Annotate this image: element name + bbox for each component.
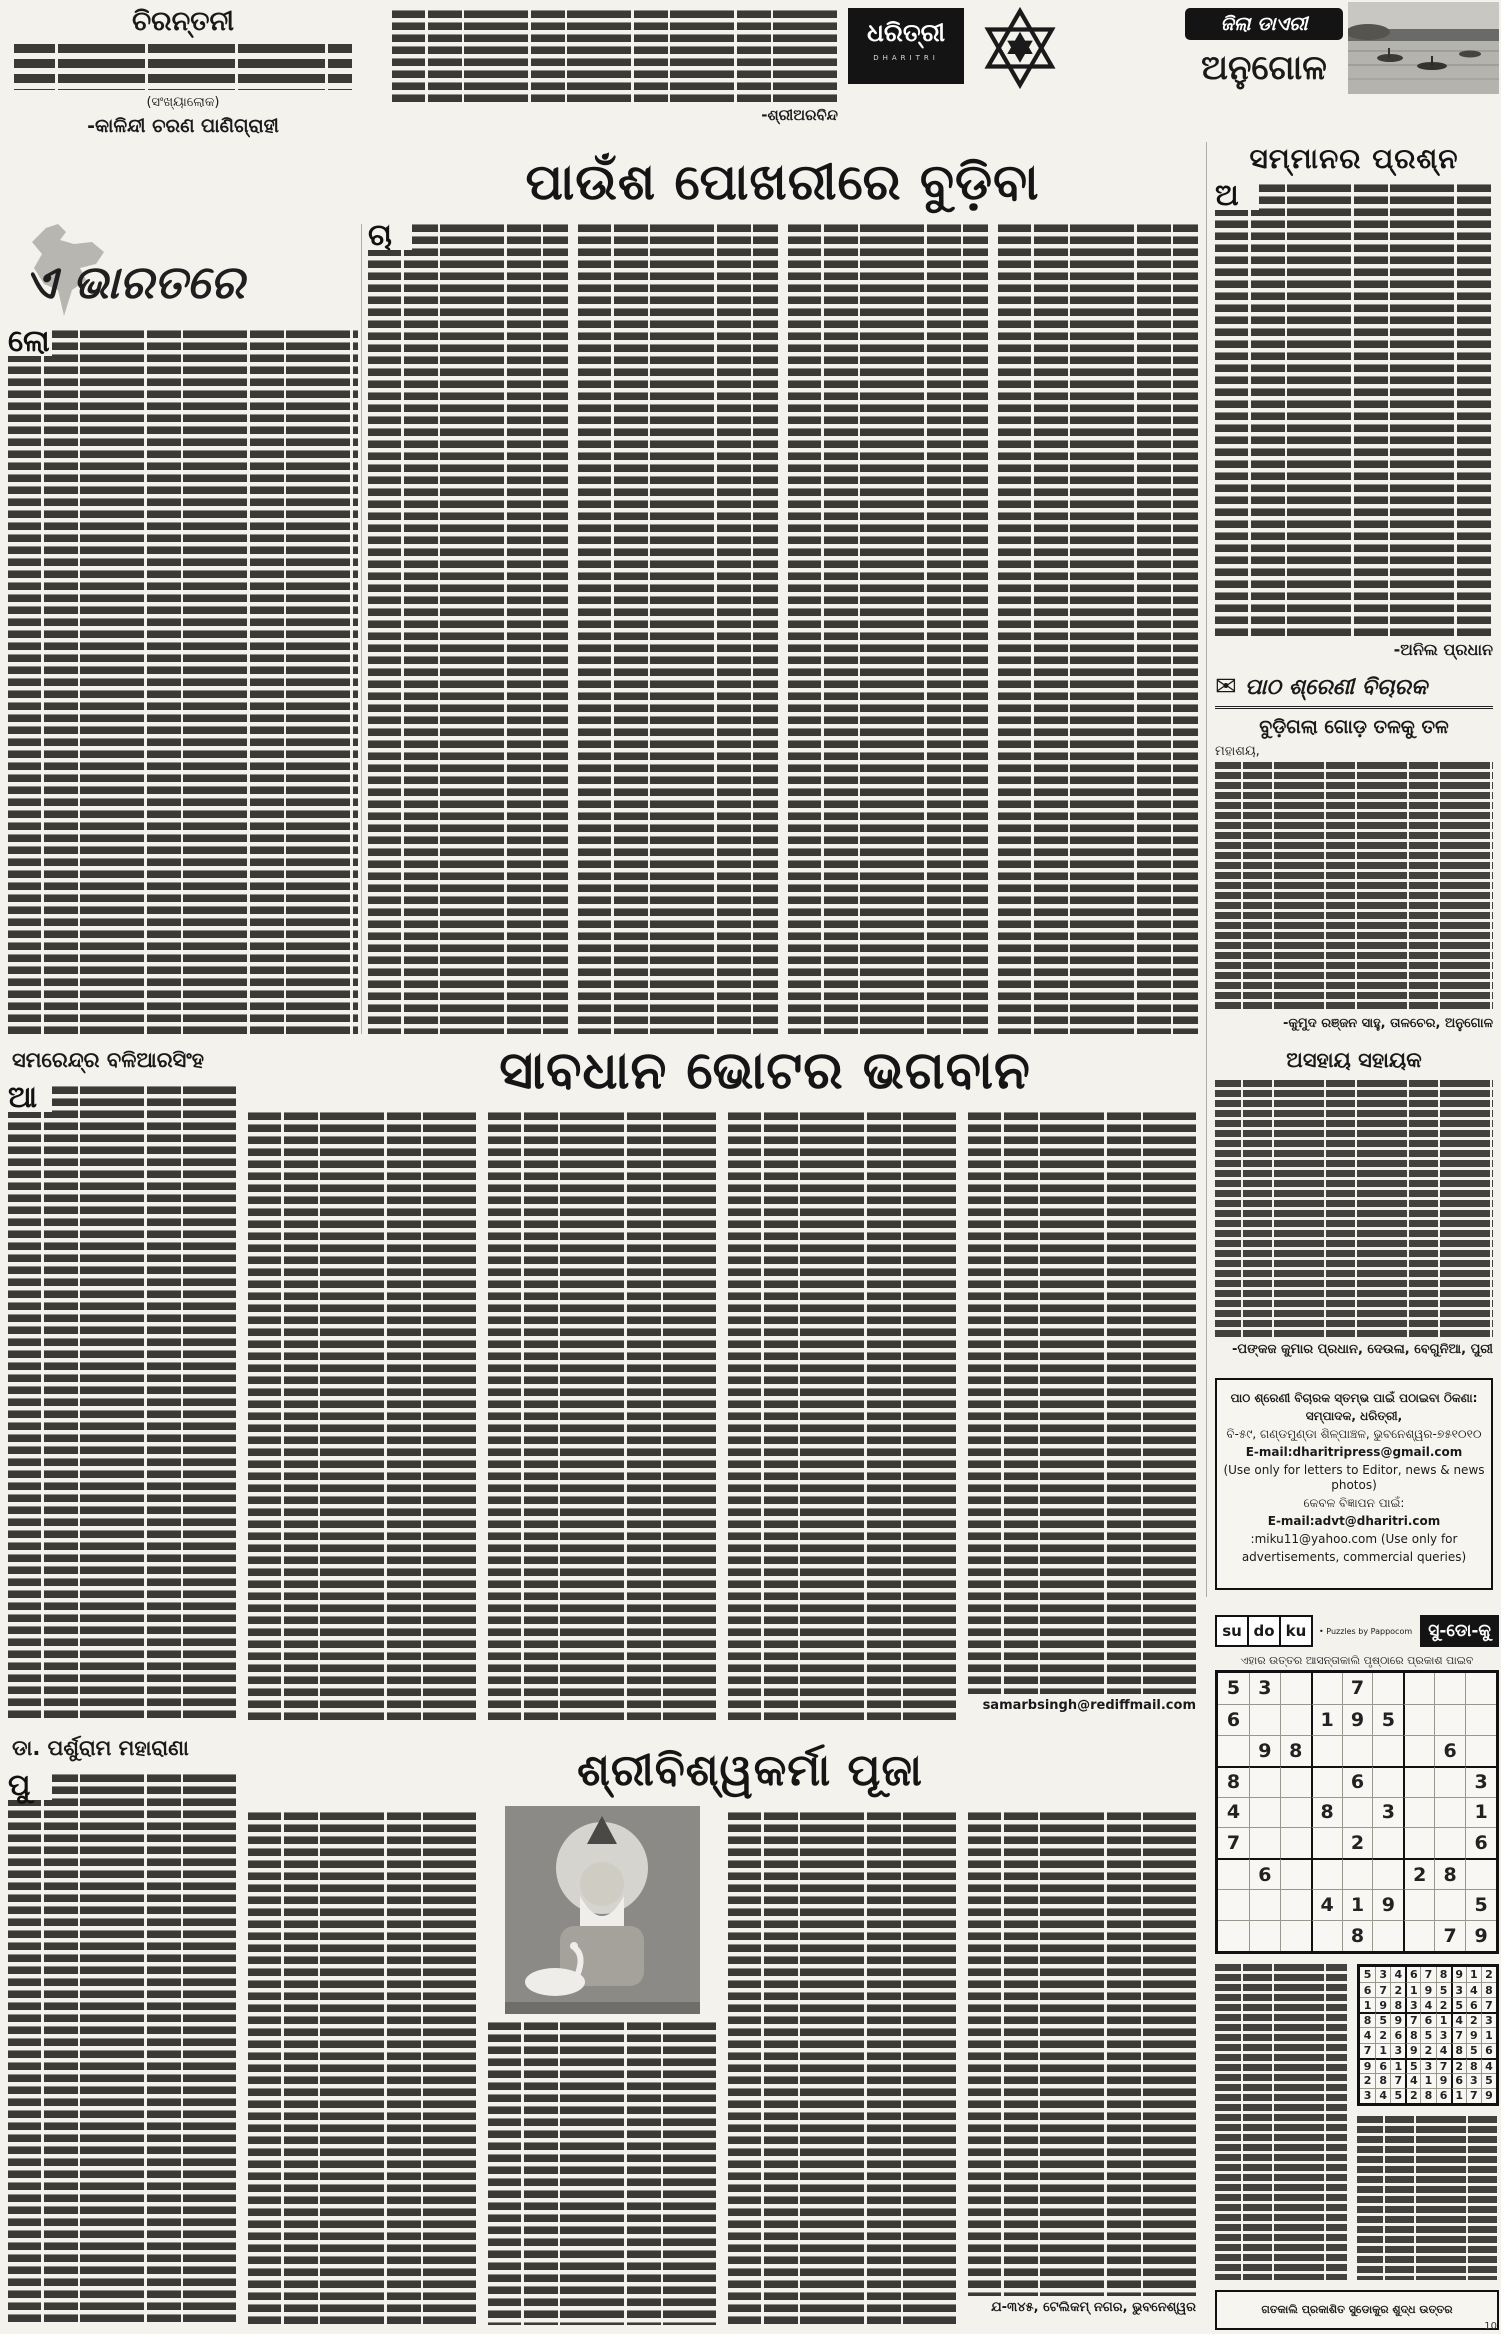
vishwakarma-headline: ଶ୍ରୀବିଶ୍ୱକର୍ମା ପୂଜା xyxy=(577,1745,923,1796)
sudoku-cell xyxy=(1311,1766,1342,1797)
article-body-column xyxy=(968,1112,1196,1694)
sudoku-cell: 3 xyxy=(1420,2058,1435,2073)
chirantani-box xyxy=(8,6,358,156)
sudoku-cell: 9 xyxy=(1465,1920,1496,1951)
letter-body xyxy=(1215,762,1493,1012)
sudoku-cell: 6 xyxy=(1405,1967,1420,1982)
quote-body xyxy=(392,10,838,102)
star-emblem-icon xyxy=(978,6,1062,90)
sudoku-cell: 5 xyxy=(1481,2073,1496,2088)
drop-cap: ପୁ xyxy=(8,1772,52,1800)
article-body-column xyxy=(248,1812,476,2325)
sudoku-cell xyxy=(1249,1827,1280,1858)
sudoku-cell: 3 xyxy=(1436,2027,1451,2042)
article-body-column xyxy=(998,224,1198,1034)
sudoku-cell: 4 xyxy=(1436,2043,1451,2058)
article-body-column xyxy=(368,218,568,1034)
list-item: ku xyxy=(1279,1617,1311,1645)
sudoku-cell xyxy=(1311,1858,1342,1889)
sudoku-cell: 1 xyxy=(1342,1889,1373,1920)
sudoku-cell: 5 xyxy=(1465,1889,1496,1920)
sudoku-cell: 8 xyxy=(1360,2012,1375,2027)
sudoku-cell: 8 xyxy=(1375,2073,1390,2088)
district-diary xyxy=(1185,8,1343,88)
sudoku-cell: 6 xyxy=(1434,1735,1465,1766)
letter-heading: ଅସହାୟ ସହାୟକ xyxy=(1286,1048,1422,1072)
list-item: ସମ୍ପାଦକ, ଧରିତ୍ରୀ, xyxy=(1305,1409,1403,1423)
sudoku-cell: 3 xyxy=(1360,2088,1375,2103)
article-body-column xyxy=(968,1812,1196,2296)
list-item: ପାଠ ଶ୍ରେଣୀ ବିଚାରକ ସ୍ତମ୍ଭ ପାଇଁ ପଠାଇବା ଠିକଣା: xyxy=(1230,1391,1478,1405)
article-body-column xyxy=(8,1080,236,1720)
sudoku-cell: 3 xyxy=(1466,2073,1481,2088)
sudoku-cell: 9 xyxy=(1342,1704,1373,1735)
sudoku-cell: 7 xyxy=(1420,1967,1435,1982)
sudoku-cell: 5 xyxy=(1390,2088,1405,2103)
letters-section-title: ପାଠ ଶ୍ରେଣୀ ବିଚାରକ xyxy=(1244,674,1428,700)
sudoku-cell xyxy=(1403,1797,1434,1828)
sudoku-cell: 2 xyxy=(1403,1858,1434,1889)
list-item: su xyxy=(1222,1622,1242,1640)
sudoku-cell xyxy=(1280,1673,1311,1704)
sudoku-cell: 2 xyxy=(1390,1982,1405,1997)
sudoku-cell xyxy=(1249,1766,1280,1797)
sudoku-cell: 9 xyxy=(1249,1735,1280,1766)
sudoku-cell: 2 xyxy=(1360,2073,1375,2088)
district-name: ଅନୁଗୋଳ xyxy=(1201,48,1327,88)
list-item: do xyxy=(1247,1617,1279,1645)
sudoku-cell: 3 xyxy=(1465,1766,1496,1797)
sudoku-cell: 1 xyxy=(1375,2043,1390,2058)
sudoku-cell: 6 xyxy=(1218,1704,1249,1735)
sudoku-cell: 7 xyxy=(1360,2043,1375,2058)
sudoku-cell: 4 xyxy=(1360,2027,1375,2042)
sudoku-cell xyxy=(1434,1704,1465,1735)
sudoku-cell: 4 xyxy=(1390,1967,1405,1982)
sudoku-cell: 9 xyxy=(1390,2012,1405,2027)
article-body-column xyxy=(488,2022,716,2325)
drop-cap: ଚା xyxy=(368,222,412,250)
sudoku-cell: 8 xyxy=(1436,1967,1451,1982)
letter-salutation: ମହାଶୟ, xyxy=(1215,744,1260,759)
sudoku-cell: 3 xyxy=(1451,1982,1466,1997)
sudoku-cell: 1 xyxy=(1451,2088,1466,2103)
chirantani-source: (ସଂଖ୍ୟାଲୋକ) xyxy=(146,95,220,110)
sudoku-cell: 5 xyxy=(1372,1704,1403,1735)
sudoku-cell: 6 xyxy=(1451,2073,1466,2088)
sudoku-cell: 5 xyxy=(1451,1997,1466,2012)
sudoku-cell: 2 xyxy=(1420,2043,1435,2058)
sudoku-cell: 6 xyxy=(1249,1858,1280,1889)
sudoku-cell: 9 xyxy=(1481,2088,1496,2103)
sudoku-cell xyxy=(1249,1920,1280,1951)
sudoku-cell: 7 xyxy=(1405,2012,1420,2027)
sudoku-cell: 7 xyxy=(1342,1673,1373,1704)
chirantani-author: -କାଳିନ୍ଦୀ ଚରଣ ପାଣିଗ୍ରାହୀ xyxy=(87,115,279,137)
sudoku-credit: • Puzzles by Pappocom xyxy=(1319,1626,1413,1636)
sudoku-cell xyxy=(1372,1766,1403,1797)
drop-cap: ଲୋ xyxy=(8,328,52,356)
sudoku-cell: 2 xyxy=(1375,2027,1390,2042)
sudoku-cell: 3 xyxy=(1390,2043,1405,2058)
sudoku-cell xyxy=(1465,1673,1496,1704)
sudoku-cell: 1 xyxy=(1360,1997,1375,2012)
masthead-quote xyxy=(392,10,838,128)
article-body-column xyxy=(788,224,988,1034)
drop-cap: ଆ xyxy=(8,1084,52,1112)
sudoku-cell: 6 xyxy=(1360,1982,1375,1997)
sudoku-cell xyxy=(1311,1735,1342,1766)
sudoku-cell xyxy=(1311,1673,1342,1704)
sudoku-cell: 1 xyxy=(1311,1704,1342,1735)
sudoku-cell xyxy=(1434,1766,1465,1797)
sudoku-cell: 3 xyxy=(1375,1967,1390,1982)
sudoku-cell xyxy=(1249,1704,1280,1735)
list-item: କେବଳ ବିଜ୍ଞାପନ ପାଇଁ: xyxy=(1303,1496,1405,1510)
sudoku-cell: 5 xyxy=(1405,2058,1420,2073)
sudoku-cell: 6 xyxy=(1466,1997,1481,2012)
sudoku-cell: 1 xyxy=(1405,1982,1420,1997)
sudoku-header xyxy=(1215,1612,1499,1650)
honor-headline: ସମ୍ମାନର ପ୍ରଶ୍ନ xyxy=(1249,142,1459,175)
list-item: ବି-୫୯, ଗଣ୍ଡମୁଣ୍ଡା ଶିଳ୍ପାଞ୍ଚଳ, ଭୁବନେଶ୍ୱର-୭୫୧୦୧୦ xyxy=(1226,1427,1482,1441)
voter-byline: ସମରେନ୍ଦ୍ର ବଳିଆରସିଂହ xyxy=(12,1048,204,1072)
sudoku-cell xyxy=(1372,1827,1403,1858)
vishwakarma-image xyxy=(505,1806,700,2014)
sudoku-cell xyxy=(1280,1827,1311,1858)
sudoku-cell: 5 xyxy=(1436,1982,1451,1997)
sudoku-solution-grid xyxy=(1357,1964,1499,2106)
envelope-icon: ✉ xyxy=(1215,672,1237,702)
list-item: advertisements, commercial queries) xyxy=(1241,1550,1467,1564)
sudoku-cell: 3 xyxy=(1405,1997,1420,2012)
sudoku-cell: 8 xyxy=(1466,2058,1481,2073)
letter-body xyxy=(1215,1080,1493,1338)
sudoku-cell xyxy=(1280,1920,1311,1951)
sudoku-cell: 7 xyxy=(1466,2088,1481,2103)
sudoku-cell: 8 xyxy=(1280,1735,1311,1766)
honor-body xyxy=(1215,178,1493,636)
page-number: 10 xyxy=(1484,2321,1497,2332)
sudoku-cell: 9 xyxy=(1372,1889,1403,1920)
sudoku-cell: 3 xyxy=(1372,1797,1403,1828)
sudoku-cell xyxy=(1218,1889,1249,1920)
letter-heading: ବୁଡ଼ିଗଲା ଗୋଡ଼ ତଳକୁ ତଳ xyxy=(1259,716,1449,738)
sudoku-cell: 2 xyxy=(1405,2088,1420,2103)
article-body-column xyxy=(728,1112,956,1720)
sudoku-cell: 5 xyxy=(1226,1677,1241,1700)
sudoku-cell xyxy=(1218,1735,1249,1766)
sudoku-cell: 8 xyxy=(1342,1920,1373,1951)
column-rule xyxy=(1206,142,1207,1597)
sudoku-cell: 2 xyxy=(1481,1967,1496,1982)
sudoku-cell: 1 xyxy=(1466,1967,1481,1982)
sudoku-cell xyxy=(1218,1920,1249,1951)
main-headline: ପାଉଁଶ ପୋଖରୀରେ ବୁଡ଼ିବା xyxy=(525,153,1040,211)
sudoku-cell xyxy=(1249,1797,1280,1828)
sudoku-title: ସୁ-ଡୋ-କୁ xyxy=(1420,1615,1499,1647)
sudoku-cell xyxy=(1434,1889,1465,1920)
vishwakarma-contact: ଯ-୩୪୫, ଟେଲିକମ୍ ନଗର, ଭୁବନେଶ୍ୱର xyxy=(991,2300,1196,2315)
sudoku-cell xyxy=(1218,1858,1249,1889)
sudoku-cell: 3 xyxy=(1481,2012,1496,2027)
sudoku-cell xyxy=(1372,1858,1403,1889)
sudoku-cell: 4 xyxy=(1481,2058,1496,2073)
bharatare-graphic xyxy=(8,224,358,324)
sudoku-cell: 7 xyxy=(1390,2073,1405,2088)
sudoku-cell: 9 xyxy=(1451,1967,1466,1982)
sudoku-cell: 8 xyxy=(1481,1982,1496,1997)
sudoku-cell: 7 xyxy=(1451,2027,1466,2042)
list-item: E-mail:dharitripress@gmail.com xyxy=(1245,1445,1463,1459)
sudoku-cell xyxy=(1372,1735,1403,1766)
sudoku-cell: 9 xyxy=(1405,2043,1420,2058)
sudoku-cell: 1 xyxy=(1390,2058,1405,2073)
sudoku-cell xyxy=(1403,1704,1434,1735)
sudoku-grid xyxy=(1215,1670,1499,1954)
sudoku-cell: 8 xyxy=(1451,2043,1466,2058)
sudoku-cell: 2 xyxy=(1436,1997,1451,2012)
sudoku-cell: 6 xyxy=(1342,1766,1373,1797)
sudoku-cell: 9 xyxy=(1466,2027,1481,2042)
sudoku-cell xyxy=(1465,1858,1496,1889)
sudoku-cell xyxy=(1280,1766,1311,1797)
sudoku-cell: 8 xyxy=(1311,1797,1342,1828)
list-item: E-mail:advt@dharitri.com xyxy=(1267,1514,1441,1528)
sudoku-cell: 6 xyxy=(1390,2027,1405,2042)
sudoku-cell: 7 xyxy=(1434,1920,1465,1951)
sudoku-cell: 1 xyxy=(1465,1797,1496,1828)
logo-name: ଧରିତ୍ରୀ xyxy=(866,18,946,47)
sudoku-brand xyxy=(1215,1615,1313,1647)
sudoku-cell xyxy=(1311,1920,1342,1951)
sudoku-cell: 7 xyxy=(1481,1997,1496,2012)
sudoku-instructions xyxy=(1215,1964,1347,2280)
sudoku-cell xyxy=(1434,1797,1465,1828)
sudoku-cell xyxy=(1342,1797,1373,1828)
sudoku-cell xyxy=(1403,1889,1434,1920)
article-body-column xyxy=(578,224,778,1034)
sudoku-note: ଏହାର ଉତ୍ତର ଆସନ୍ତାକାଲି ପୃଷ୍ଠାରେ ପ୍ରକାଶ ପାଇବ xyxy=(1240,1654,1474,1667)
letter-signature: -ପଙ୍କଜ କୁମାର ପ୍ରଧାନ, ଦେଉଳା, ବେଗୁନିଆ, ପୁରୀ xyxy=(1231,1342,1493,1357)
bharatare-body xyxy=(8,324,358,1036)
sudoku-cell: 4 xyxy=(1405,2073,1420,2088)
sudoku-cell xyxy=(1280,1858,1311,1889)
sudoku-cell: 7 xyxy=(1218,1827,1249,1858)
sudoku-cell xyxy=(1465,1735,1496,1766)
sudoku-cell: 6 xyxy=(1436,2088,1451,2103)
sudoku-cell: 8 xyxy=(1405,2027,1420,2042)
sudoku-cell xyxy=(1372,1920,1403,1951)
sudoku-cell: 6 xyxy=(1375,2058,1390,2073)
list-item: (Use only for letters to Editor, news & news photos) xyxy=(1223,1463,1485,1492)
sudoku-cell: 1 xyxy=(1436,2012,1451,2027)
sudoku-cell: 4 xyxy=(1466,1982,1481,1997)
sudoku-cell xyxy=(1465,1704,1496,1735)
sudoku-cell: 6 xyxy=(1481,2043,1496,2058)
sudoku-cell: 1 xyxy=(1481,2027,1496,2042)
sudoku-cell: 8 xyxy=(1434,1858,1465,1889)
bharatare-title: ଏ ଭାରତରେ xyxy=(24,255,245,309)
dharitri-logo xyxy=(848,8,964,84)
letters-section-header xyxy=(1215,668,1493,709)
sudoku-cell: 9 xyxy=(1436,2073,1451,2088)
sudoku-cell xyxy=(1403,1766,1434,1797)
voter-contact-email: samarbsingh@rediffmail.com xyxy=(982,1698,1196,1713)
district-photo xyxy=(1348,2,1499,94)
chirantani-title: ଚିରନ୍ତନୀ xyxy=(131,6,234,37)
sudoku-cell xyxy=(1311,1827,1342,1858)
sudoku-cell xyxy=(1342,1735,1373,1766)
sudoku-cell xyxy=(1403,1827,1434,1858)
sudoku-cell xyxy=(1342,1858,1373,1889)
article-body-column xyxy=(728,1812,956,2325)
chirantani-body xyxy=(14,44,352,90)
sudoku-cell: 5 xyxy=(1375,2012,1390,2027)
sudoku-cell: 8 xyxy=(1420,2088,1435,2103)
sudoku-cell xyxy=(1280,1797,1311,1828)
honor-author: -ଅନିଲ ପ୍ରଧାନ xyxy=(1393,640,1493,659)
sudoku-cell xyxy=(1403,1920,1434,1951)
sudoku-cell: 9 xyxy=(1360,2058,1375,2073)
column-rule xyxy=(361,224,362,1034)
sudoku-cell xyxy=(1434,1827,1465,1858)
sudoku-cell: 2 xyxy=(1342,1827,1373,1858)
sudoku-cell: 9 xyxy=(1375,1997,1390,2012)
sudoku-cell: 6 xyxy=(1420,2012,1435,2027)
article-body-column xyxy=(8,1768,236,2325)
list-item: :miku11@yahoo.com (Use only for xyxy=(1250,1532,1458,1546)
sudoku-cell xyxy=(1403,1673,1434,1704)
article-body-column xyxy=(248,1112,476,1720)
editor-contact-box xyxy=(1215,1378,1493,1590)
vishwakarma-byline: ଡା. ପର୍ଶୁରାମ ମହାରାଣା xyxy=(12,1736,189,1760)
district-diary-label: ଜିଲା ଡାଏରୀ xyxy=(1185,8,1343,40)
sudoku-cell xyxy=(1280,1704,1311,1735)
quote-author: -ଶ୍ରୀଅରବିନ୍ଦ xyxy=(761,106,838,124)
voter-headline: ସାବଧାନ ଭୋଟର ଭଗବାନ xyxy=(499,1041,1031,1101)
sudoku-cell: 4 xyxy=(1420,1997,1435,2012)
sudoku-cell: 5 xyxy=(1466,2043,1481,2058)
sudoku-cell: 7 xyxy=(1436,2058,1451,2073)
sudoku-cell: 4 xyxy=(1218,1797,1249,1828)
sudoku-cell xyxy=(1403,1735,1434,1766)
sudoku-extra-text xyxy=(1357,2116,1499,2280)
sudoku-cell: 1 xyxy=(1420,2073,1435,2088)
sudoku-cell: 9 xyxy=(1420,1982,1435,1997)
article-body-column xyxy=(488,1112,716,1720)
sudoku-cell: 8 xyxy=(1218,1766,1249,1797)
sudoku-cell: 6 xyxy=(1465,1827,1496,1858)
sudoku-cell: 4 xyxy=(1375,2088,1390,2103)
sudoku-cell: 7 xyxy=(1375,1982,1390,1997)
drop-cap: ଅ xyxy=(1215,182,1259,210)
sudoku-cell: 2 xyxy=(1466,2012,1481,2027)
sudoku-answer-label: ଗତକାଲି ପ୍ରକାଶିତ ସୁଡୋକୁର ଶୁଦ୍ଧ ଉତ୍ତର xyxy=(1215,2290,1499,2330)
sudoku-cell: 5 xyxy=(1420,2027,1435,2042)
letter-signature: -କୁମୁଦ ରଞ୍ଜନ ସାହୁ, ତାଳଚେର, ଅନୁଗୋଳ xyxy=(1283,1016,1493,1031)
sudoku-cell xyxy=(1280,1889,1311,1920)
sudoku-cell xyxy=(1434,1673,1465,1704)
sudoku-cell: 3 xyxy=(1249,1673,1280,1704)
sudoku-cell: 2 xyxy=(1451,2058,1466,2073)
sudoku-cell: 4 xyxy=(1451,2012,1466,2027)
sudoku-cell: 5 xyxy=(1363,1968,1372,1982)
bharatare-column xyxy=(8,224,358,1036)
sudoku-cell xyxy=(1249,1889,1280,1920)
sudoku-cell: 4 xyxy=(1311,1889,1342,1920)
sudoku-cell: 8 xyxy=(1390,1997,1405,2012)
sudoku-cell xyxy=(1372,1673,1403,1704)
logo-subtitle: DHARITRI xyxy=(873,54,939,62)
